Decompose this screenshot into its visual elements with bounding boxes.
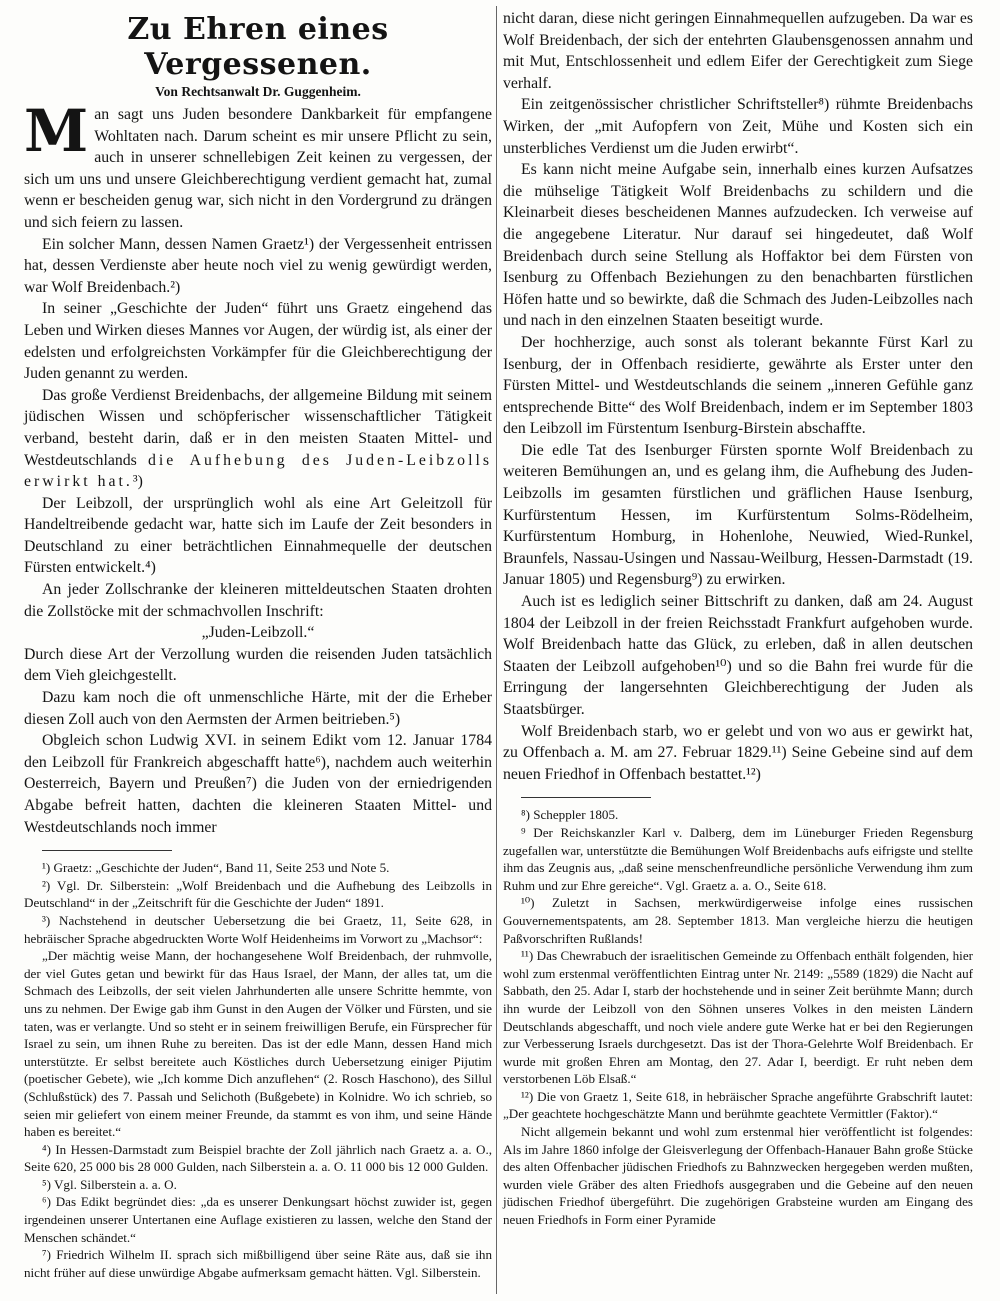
footnote: ¹) Graetz: „Geschichte der Juden“, Band 11, Seite 253 und Note 5. [42,860,390,876]
paragraph: Auch ist es lediglich seiner Bittschrift zu danken, daß am 24. August 1804 der Leibzoll in der freien Reichsstadt Frankfurt aufgehoben wurde. Wolf Breidenbach hatte das Glück, zu erleben, daß in allen deutschen Staaten der Leibzoll aufgehoben¹⁰) und so die Bahn frei wurde für die Erringung der langersehnten Gleichberechtigung der Juden als Staatsbürger. [503,593,973,718]
paragraph [24,97,492,234]
paragraph-text: Das große Verdienst Breidenbachs, der allgemeine Bildung mit seinem jüdischen Wissen und schöpferischer wissenschaftlicher Tätigkeit verband, besteht darin, daß er in den meisten Staaten Mittel- und Westdeutschlands [24,386,492,469]
paragraph: Die edle Tat des Isenburger Fürsten spornte Wolf Breidenbach zu weiteren Bemühungen an, und es gelang ihm, die Aufhebung des Juden-Leibzolls im gesamten fürstlichen und gräflichen Hause Isenburg, Kurfürstentum Hessen, im Kurfürstentum Solms-Rödelheim, Kurfürstentum Homburg, in Hohenlohe, Neuwied, Wied-Runkel, Braunfels, Nassau-Usingen und Nassau-Weilburg, Hessen-Darmstadt (19. Januar 1805) und Regensburg⁹) zu erwirken. [503,441,973,589]
paragraph-text: an sagt uns Juden besondere Dankbarkeit für empfangene Wohltaten nach. Darum scheint es mir unsere Pflicht zu sein, auch in unserer schnellebigen Zeit keinen zu vergessen, der sich um uns und unsere Gleichberechtigung verdient gemacht hat, zumal wenn er bescheiden genug war, sich nicht in den Vordergrund zu drängen und sich feiern zu lassen. [24,106,492,231]
footnote-rule [42,850,172,851]
footnotes-right [503,806,973,1228]
footnote: ⁷) Friedrich Wilhelm II. sprach sich mißbilligend über seine Räte aus, daß sie ihn nicht früher auf diese unwürdige Abgabe aufmerksam gemacht hätten. Vgl. Silberstein. [24,1247,492,1280]
left-column [24,8,492,1281]
footnote: ⁹ Der Reichskanzler Karl v. Dalberg, dem im Lüneburger Frieden Regensburg zugefallen war, unterstützte die Bemühungen Wolf Breidenbachs aufs eifrigste und stellte ihm das Zeugnis aus, „daß seine menschenfreundliche persönliche Verwendung ihm zum Ruhm und zur Ehre gereiche“. Vgl. Graetz a. a. O., Seite 618. [503,824,973,893]
paragraph: Es kann nicht meine Aufgabe sein, innerhalb eines kurzen Aufsatzes die mühselige Tätigkeit Wolf Breidenbachs zu schildern und die Kleinarbeit dieses bescheidenen Mannes aufzudecken. Ich verweise auf die angegebene Literatur. Nur darauf sei hingedeutet, daß Wolf Breidenbach durch seine Stellung als Hoffaktor bei dem Fürsten von Isenburg zu Offenbach Beziehungen zu den benachbarten fürstlichen Höfen hatte und so bewirkte, daß die Schmach des Juden-Leibzolles nach und nach in den einzelnen Staaten beseitigt wurde. [503,161,973,330]
paragraph: Wolf Breidenbach starb, wo er gelebt und von wo aus er gewirkt hat, zu Offenbach a. M. am 27. Februar 1829.¹¹) Seine Gebeine sind auf dem neuen Friedhof in Offenbach bestattet.¹²) [503,722,973,783]
paragraph: In seiner „Geschichte der Juden“ führt uns Graetz eingehend das Leben und Wirken dieses Mannes vor Augen, der würdig ist, als einer der edelsten und erfolgreichsten Vorkämpfer für die Gleichberechtigung der Juden genannt zu werden. [24,300,492,383]
footnote-continuation: Nicht allgemein bekannt und wohl zum erstenmal hier veröffentlicht ist folgendes: Als im Jahre 1860 infolge der Gleisverlegung der Offenbach-Hanauer Bahn große Stücke des alten Offenbacher jüdischen Friedhofs zu Bahnzwecken hergegeben werden mußten, wurden viele Gräber des alten Friedhofs ausgegraben und die Gebeine auf den neuen jüdischen Friedhof übergeführt. Die zugehörigen Grabsteine wurden am Eingang des neuen Friedhofs in Form einer Pyramide [503,1124,973,1228]
paragraph: Ein solcher Mann, dessen Namen Graetz¹) der Vergessenheit entrissen hat, dessen Verdienste aber heute noch viel zu wenig gewürdigt werden, war Wolf Breidenbach.²) [24,235,492,296]
footnote-quote: „Der mächtig weise Mann, der hochangesehene Wolf Breidenbach, der ruhmvolle, der viel Gutes getan und bewirkt für das Haus Israel, der Mann, der alles tat, um die Schmach des Leibzolls, der seit vielen Jahrhunderten alle unsere Schritte hemmte, von uns zu nehmen. Der Ewige gab ihm Gunst in den Augen der Völker und Fürsten, und sie taten, was er verlangte. Und so steht er in seinem freiwilligen Berufe, ein Fürsprecher für Israel zu sein, um ihnen Ruhe zu bereiten. Das ist der edle Mann, dessen Hand mich unterstützte. Er selbst bereitete auch Köstliches durch Uebersetzung einiger Pijutim (poetischer Gebete), wie „Ich komme Dich anzuflehen“ (2. Rosch Haschono), des Sillul (Schlußstück) des 7. Passah und Selichoth (Bußgebete) in Kolnidre. Wo ich schrieb, so seien mir geliefert von einem meiner Freunde, da stammt es von ihm, und seine Hände haben es bereitet.“ [24,948,492,1140]
paragraph: Der Leibzoll, der ursprünglich wohl als eine Art Geleitzoll für Handeltreibende gedacht war, hatte sich im Laufe der Zeit besonders in Deutschland zu einer beträchtlichen Einnahmequelle der deutschen Fürsten entwickelt.⁴) [24,494,492,577]
paragraph: Ein zeitgenössischer christlicher Schriftsteller⁸) rühmte Breidenbachs Wirken, der „mit Aufopfern von Zeit, Mühe und Kosten sich ein unsterbliches Verdienst um die Juden erwirbt“. [503,96,973,157]
footnote: ¹²) Die von Graetz 1, Seite 618, in hebräischer Sprache angeführte Grabschrift lautet: „Der geachtete hochgeschätzte Mann und berühmte geachtete Vermittler (Faktor).“ [503,1088,973,1122]
footnote: ⁸) Scheppler 1805. [521,807,619,823]
paragraph: An jeder Zollschranke der kleineren mitteldeutschen Staaten drohten die Zollstöcke mit der schmachvollen Inschrift: [24,581,492,620]
column-divider [496,6,497,1294]
footnotes-left [24,859,492,1281]
article-title: Zu Ehren eines Vergessenen. [127,12,389,82]
footnote-ref: ³) [132,473,143,491]
emphasized-text: die Aufhebung des Juden-Leibzolls erwirkt hat. [24,451,492,491]
footnote: ⁶) Das Edikt begründet dies: „da es unserer Denkungsart höchst zuwider ist, gegen irgendeinen unserer Untertanen eine Auflage existieren zu lassen, welche den Stand der Menschen schändet.“ [24,1194,492,1245]
footnote: ²) Vgl. Dr. Silberstein: „Wolf Breidenbach und die Aufhebung des Leibzolls in Deutschland“ in der „Zeitschrift für die Geschichte der Juden“ 1891. [24,877,492,911]
paragraph: Obgleich schon Ludwig XVI. in seinem Edikt vom 12. Januar 1784 den Leibzoll für Frankreich abgeschafft hatte⁶), nachdem auch weiterhin Oesterreich, Bayern und Preußen⁷) die Juden von der erniedrigenden Abgabe befreit hatten, dachten die kleineren Staaten Mittel- und Westdeutschlands noch immer [24,732,492,836]
drop-cap: M [24,97,89,165]
right-column [503,8,973,1229]
inscription: „Juden-Leibzoll.“ [201,624,315,642]
paragraph: Durch diese Art der Verzollung wurden die reisenden Juden tatsächlich dem Vieh gleichgestellt. [24,645,492,685]
article-byline: Von Rechtsanwalt Dr. Guggenheim. [155,84,361,99]
footnote-rule [521,797,651,798]
paragraph: nicht daran, diese nicht geringen Einnahmequellen aufzugeben. Da war es Wolf Breidenbach, der sich der entehrten Glaubensgenossen annahm und mit Mut, Entschlossenheit und edlem Eifer der Gerechtigkeit zum Siege verhalf. [503,10,973,92]
footnote: ¹¹) Das Chewrabuch der israelitischen Gemeinde zu Offenbach enthält folgenden, hier wohl zum erstenmal veröffentlichten Eintrag unter Nr. 2149: „5589 (1829) die Nacht auf Sabbath, den 25. Adar I, starb der hochstehende und in seiner Zeit berühmte Mann; durch ihn wurde der Leibzoll von den Söhnen unseres Volkes in den meisten Ländern Deutschlands abgeschafft, und noch viele andere gute Werke hat er bei den Regierungen zur Verbesserung Israels durchgesetzt. Das ist der Thora-Gelehrte Wolf Breidenbach. Er wurde mit großen Ehren am Montag, den 27. Adar I, beerdigt. Er ruht neben dem verstorbenen Löb Elsaß.“ [503,948,973,1087]
footnote: ⁵) Vgl. Silberstein a. a. O. [42,1176,177,1192]
paragraph [24,385,492,493]
footnote: ¹⁰) Zuletzt in Sachsen, merkwürdigerweise infolge eines russischen Gouvernementspatents, am 28. September 1813. Man vergleiche hierzu die heutigen Paßvorschriften Rußlands! [503,895,973,946]
footnote: ⁴) In Hessen-Darmstadt zum Beispiel brachte der Zoll jährlich nach Graetz a. a. O., Seite 620, 25 000 bis 28 000 Gulden, nach Silberstein a. a. O. 11 000 bis 12 000 Gulden. [24,1141,492,1175]
paragraph: Dazu kam noch die oft unmenschliche Härte, mit der die Erheber diesen Zoll auch von den Aermsten der Armen beitrieben.⁵) [24,689,492,728]
footnote: ³) Nachstehend in deutscher Uebersetzung die bei Graetz, 11, Seite 628, in hebräischer Sprache abgedruckten Worte Wolf Heidenheims im Vorwort zu „Machsor“: [24,912,492,946]
paragraph: Der hochherzige, auch sonst als tolerant bekannte Fürst Karl zu Isenburg, der in Offenbach residierte, gewährte als Erster unter den Fürsten Mittel- und Westdeutschlands die seinem „inneren Gefühle ganz entsprechende Bitte“ des Wolf Breidenbach, indem er im September 1803 den Leibzoll im Fürstentum Isenburg-Birstein abschaffte. [503,333,973,438]
